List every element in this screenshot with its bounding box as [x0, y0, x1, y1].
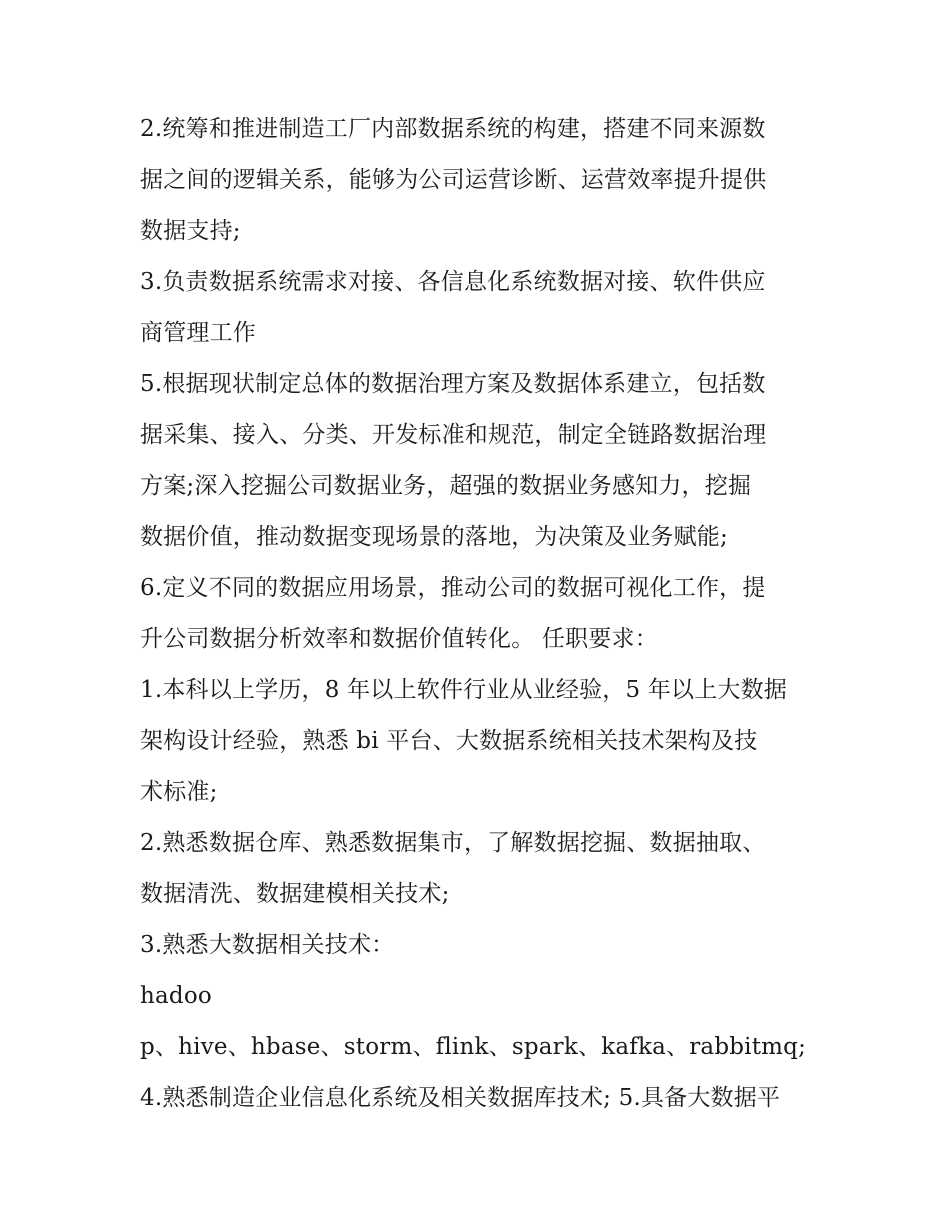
text-line: 6.定义不同的数据应用场景，推动公司的数据可视化工作，提 [140, 575, 766, 601]
text-line: 1.本科以上学历，8 年以上软件行业从业经验，5 年以上大数据 [140, 677, 788, 703]
text-line: 数据清洗、数据建模相关技术; [140, 881, 450, 907]
text-line: 方案;深入挖掘公司数据业务，超强的数据业务感知力，挖掘 [140, 473, 752, 499]
text-line: 升公司数据分析效率和数据价值转化。 任职要求： [140, 626, 658, 652]
text-line: 2.熟悉数据仓库、熟悉数据集市，了解数据挖掘、数据抽取、 [140, 830, 766, 856]
text-line: 2.统筹和推进制造工厂内部数据系统的构建，搭建不同来源数 [140, 116, 766, 142]
text-line: 3.熟悉大数据相关技术： [140, 932, 395, 958]
text-line: hadoo [140, 983, 212, 1009]
text-line: 数据价值，推动数据变现场景的落地，为决策及业务赋能; [140, 524, 728, 550]
text-line: 5.根据现状制定总体的数据治理方案及数据体系建立，包括数 [140, 371, 766, 397]
text-line: p、hive、hbase、storm、flink、spark、kafka、rabbitmq; [140, 1034, 807, 1060]
text-line: 据采集、接入、分类、开发标准和规范，制定全链路数据治理 [140, 422, 767, 448]
text-line: 数据支持; [140, 218, 241, 244]
document-body [140, 104, 830, 1124]
text-line: 3.负责数据系统需求对接、各信息化系统数据对接、软件供应 [140, 269, 766, 295]
text-line: 据之间的逻辑关系，能够为公司运营诊断、运营效率提升提供 [140, 167, 767, 193]
text-line: 架构设计经验，熟悉 bi 平台、大数据系统相关技术架构及技 [140, 728, 758, 754]
text-line: 商管理工作 [140, 320, 256, 346]
text-line: 术标准; [140, 779, 218, 805]
text-line: 4.熟悉制造企业信息化系统及相关数据库技术; 5.具备大数据平 [140, 1085, 781, 1111]
